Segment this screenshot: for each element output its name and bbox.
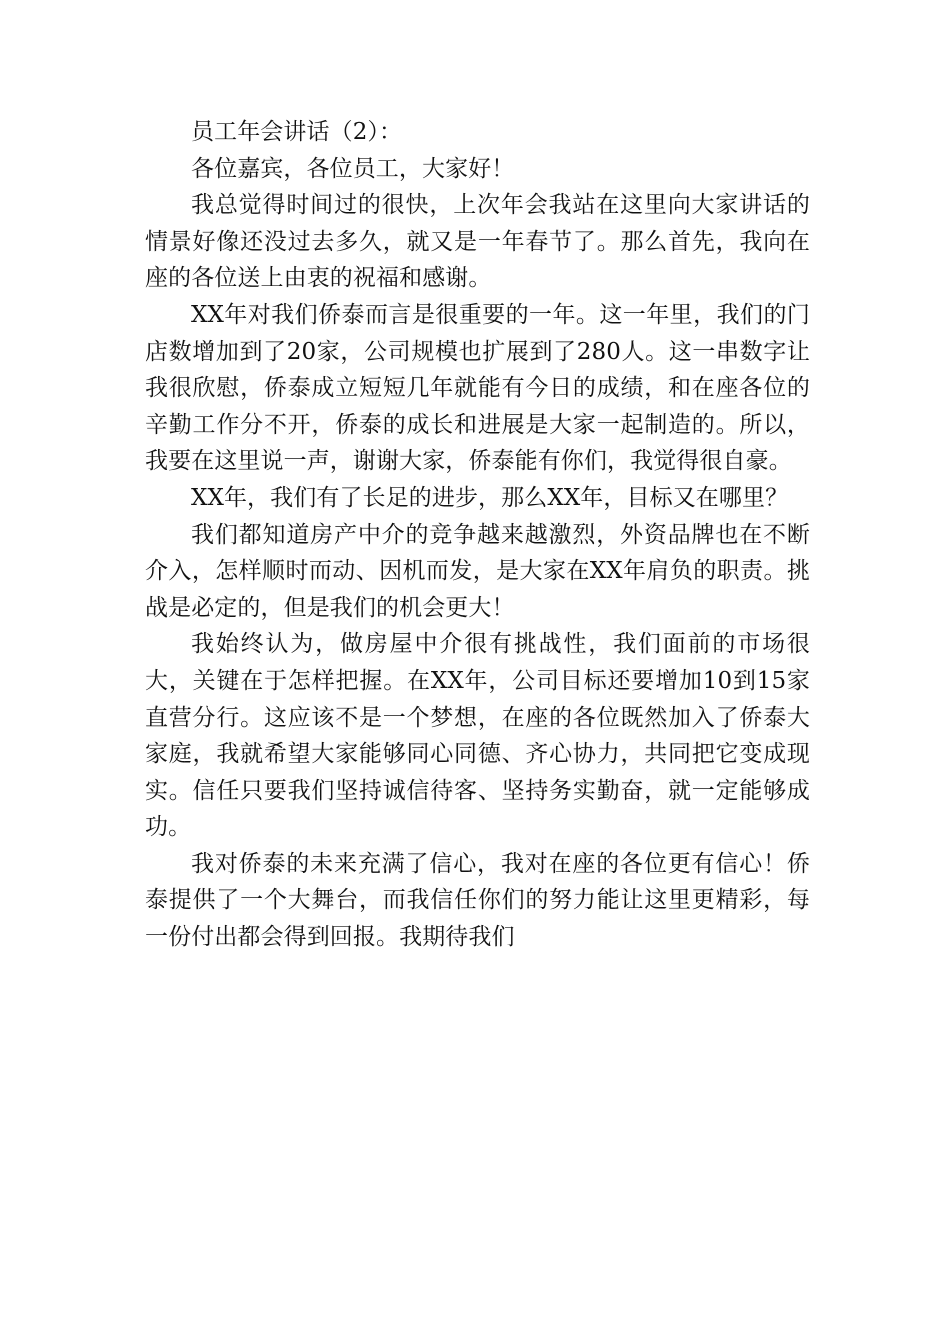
body-paragraph: XX年，我们有了长足的进步，那么XX年，目标又在哪里？ [191,484,789,511]
body-paragraph: 我总觉得时间过的很快，上次年会我站在这里向大家讲话的情景好像还没过去多久，就又是一年春节了。那么首先，我向在座的各位送上由衷的祝福和感谢。 [145,192,810,292]
document-body [145,114,810,956]
body-paragraph: 我们都知道房产中介的竞争越来越激烈，外资品牌也在不断介入，怎样顺时而动、因机而发，是大家在XX年肩负的职责。挑战是必定的，但是我们的机会更大！ [145,521,810,621]
body-paragraph: 我对侨泰的未来充满了信心，我对在座的各位更有信心！侨泰提供了一个大舞台，而我信任你们的努力能让这里更精彩，每一份付出都会得到回报。我期待我们 [145,850,810,951]
speech-heading: 员工年会讲话（2）： [191,119,403,145]
body-paragraph: 我始终认为，做房屋中介很有挑战性，我们面前的市场很大，关键在于怎样把握。在XX年，公司目标还要增加10到15家直营分行。这应该不是一个梦想，在座的各位既然加入了侨泰大家庭，我就希望大家能够同心同德、齐心协力，共同把它变成现实。信任只要我们坚持诚信待客、坚持务实勤奋，就一定能够成功。 [145,631,810,841]
body-paragraph: XX年对我们侨泰而言是很重要的一年。这一年里，我们的门店数增加到了20家，公司规模也扩展到了280人。这一串数字让我很欣慰，侨泰成立短短几年就能有今日的成绩，和在座各位的辛勤工作分不开，侨泰的成长和进展是大家一起制造的。所以，我要在这里说一声，谢谢大家，侨泰能有你们，我觉得很自豪。 [145,301,810,475]
greeting-paragraph: 各位嘉宾，各位员工，大家好！ [191,155,515,182]
